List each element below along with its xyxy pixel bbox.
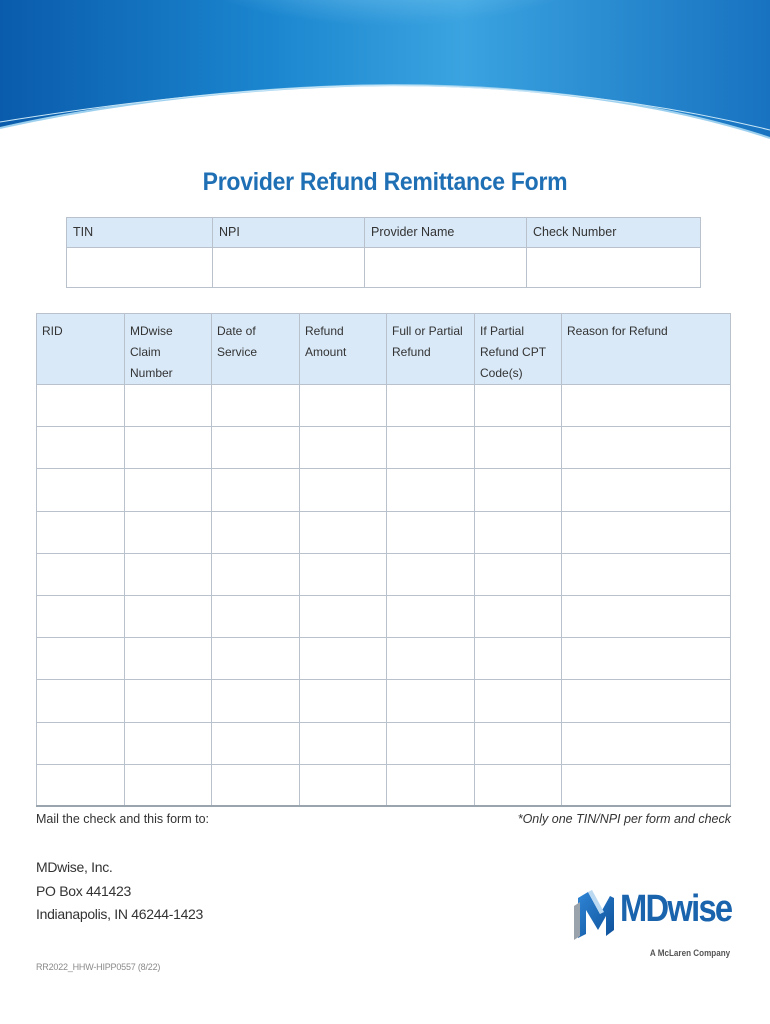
cpt-codes-header: If Partial Refund CPT Code(s) <box>475 314 562 385</box>
claim-number-cell[interactable] <box>125 469 212 511</box>
date-of-service-cell[interactable] <box>212 427 300 469</box>
rid-cell[interactable] <box>37 385 125 427</box>
logo-tagline: A McLaren Company <box>649 948 730 958</box>
refund-claims-table <box>36 313 731 807</box>
cpt-codes-cell[interactable] <box>475 764 562 806</box>
mdwise-logo <box>572 886 732 966</box>
date-of-service-cell[interactable] <box>212 385 300 427</box>
rid-cell[interactable] <box>37 722 125 764</box>
logo-wordmark: MDwise <box>620 888 732 930</box>
refund-amount-cell[interactable] <box>300 722 387 764</box>
rid-header: RID <box>37 314 125 385</box>
claim-number-cell[interactable] <box>125 595 212 637</box>
rid-cell[interactable] <box>37 469 125 511</box>
cpt-codes-cell[interactable] <box>475 427 562 469</box>
rid-cell[interactable] <box>37 511 125 553</box>
claim-number-header: MDwise Claim Number <box>125 314 212 385</box>
claim-number-cell[interactable] <box>125 511 212 553</box>
refund-amount-cell[interactable] <box>300 638 387 680</box>
tin-field[interactable] <box>67 248 213 288</box>
rid-cell[interactable] <box>37 553 125 595</box>
mail-instructions: Mail the check and this form to: <box>36 812 209 826</box>
cpt-codes-cell[interactable] <box>475 680 562 722</box>
claim-number-cell[interactable] <box>125 385 212 427</box>
provider-name-field[interactable] <box>365 248 527 288</box>
reason-cell[interactable] <box>562 722 731 764</box>
refund-type-cell[interactable] <box>387 680 475 722</box>
table-row <box>37 764 731 806</box>
reason-cell[interactable] <box>562 427 731 469</box>
tin-npi-note: *Only one TIN/NPI per form and check <box>517 812 731 826</box>
table-row <box>37 511 731 553</box>
address-line-3: Indianapolis, IN 46244-1423 <box>36 906 204 922</box>
cpt-codes-cell[interactable] <box>475 385 562 427</box>
refund-type-cell[interactable] <box>387 385 475 427</box>
mailing-address <box>36 856 203 927</box>
refund-type-cell[interactable] <box>387 553 475 595</box>
check-number-field[interactable] <box>527 248 701 288</box>
date-of-service-cell[interactable] <box>212 680 300 722</box>
refund-type-cell[interactable] <box>387 638 475 680</box>
npi-field[interactable] <box>213 248 365 288</box>
date-of-service-header: Date of Service <box>212 314 300 385</box>
reason-cell[interactable] <box>562 385 731 427</box>
cpt-codes-cell[interactable] <box>475 553 562 595</box>
reason-cell[interactable] <box>562 511 731 553</box>
table-row <box>37 595 731 637</box>
claim-number-cell[interactable] <box>125 638 212 680</box>
date-of-service-cell[interactable] <box>212 638 300 680</box>
logo-mark-icon <box>572 886 618 942</box>
table-row <box>37 427 731 469</box>
cpt-codes-cell[interactable] <box>475 722 562 764</box>
refund-amount-cell[interactable] <box>300 680 387 722</box>
claim-number-cell[interactable] <box>125 680 212 722</box>
reason-cell[interactable] <box>562 638 731 680</box>
date-of-service-cell[interactable] <box>212 722 300 764</box>
rid-cell[interactable] <box>37 680 125 722</box>
form-code: RR2022_HHW-HIPP0557 (8/22) <box>36 962 161 972</box>
refund-type-cell[interactable] <box>387 511 475 553</box>
check-number-header: Check Number <box>527 218 701 248</box>
table-row <box>37 469 731 511</box>
refund-amount-cell[interactable] <box>300 764 387 806</box>
rid-cell[interactable] <box>37 638 125 680</box>
address-line-2: PO Box 441423 <box>36 882 131 899</box>
refund-amount-cell[interactable] <box>300 469 387 511</box>
refund-amount-cell[interactable] <box>300 595 387 637</box>
date-of-service-cell[interactable] <box>212 764 300 806</box>
rid-cell[interactable] <box>37 595 125 637</box>
date-of-service-cell[interactable] <box>212 595 300 637</box>
date-of-service-cell[interactable] <box>212 469 300 511</box>
refund-type-cell[interactable] <box>387 469 475 511</box>
claims-rows <box>37 385 731 807</box>
rid-cell[interactable] <box>37 764 125 806</box>
date-of-service-cell[interactable] <box>212 511 300 553</box>
table-row <box>37 638 731 680</box>
table-row <box>37 385 731 427</box>
form-title: Provider Refund Remittance Form <box>202 168 568 196</box>
reason-cell[interactable] <box>562 553 731 595</box>
refund-amount-cell[interactable] <box>300 427 387 469</box>
provider-info-table <box>66 217 701 288</box>
reason-cell[interactable] <box>562 469 731 511</box>
refund-type-header: Full or Partial Refund <box>387 314 475 385</box>
cpt-codes-cell[interactable] <box>475 469 562 511</box>
date-of-service-cell[interactable] <box>212 553 300 595</box>
table-row <box>37 722 731 764</box>
refund-type-cell[interactable] <box>387 722 475 764</box>
refund-amount-header: Refund Amount <box>300 314 387 385</box>
claim-number-cell[interactable] <box>125 553 212 595</box>
address-line-1: MDwise, Inc. <box>36 859 113 875</box>
claim-number-cell[interactable] <box>125 722 212 764</box>
reason-cell[interactable] <box>562 595 731 637</box>
header-banner <box>0 0 770 150</box>
tin-header: TIN <box>67 218 213 248</box>
refund-type-cell[interactable] <box>387 427 475 469</box>
table-row <box>37 680 731 722</box>
claim-number-cell[interactable] <box>125 764 212 806</box>
npi-header: NPI <box>213 218 365 248</box>
table-row <box>37 553 731 595</box>
reason-cell[interactable] <box>562 680 731 722</box>
refund-amount-cell[interactable] <box>300 553 387 595</box>
provider-name-header: Provider Name <box>365 218 527 248</box>
refund-amount-cell[interactable] <box>300 385 387 427</box>
rid-cell[interactable] <box>37 427 125 469</box>
refund-type-cell[interactable] <box>387 595 475 637</box>
cpt-codes-cell[interactable] <box>475 595 562 637</box>
cpt-codes-cell[interactable] <box>475 638 562 680</box>
claim-number-cell[interactable] <box>125 427 212 469</box>
refund-type-cell[interactable] <box>387 764 475 806</box>
reason-cell[interactable] <box>562 764 731 806</box>
reason-header: Reason for Refund <box>562 314 731 385</box>
cpt-codes-cell[interactable] <box>475 511 562 553</box>
refund-amount-cell[interactable] <box>300 511 387 553</box>
